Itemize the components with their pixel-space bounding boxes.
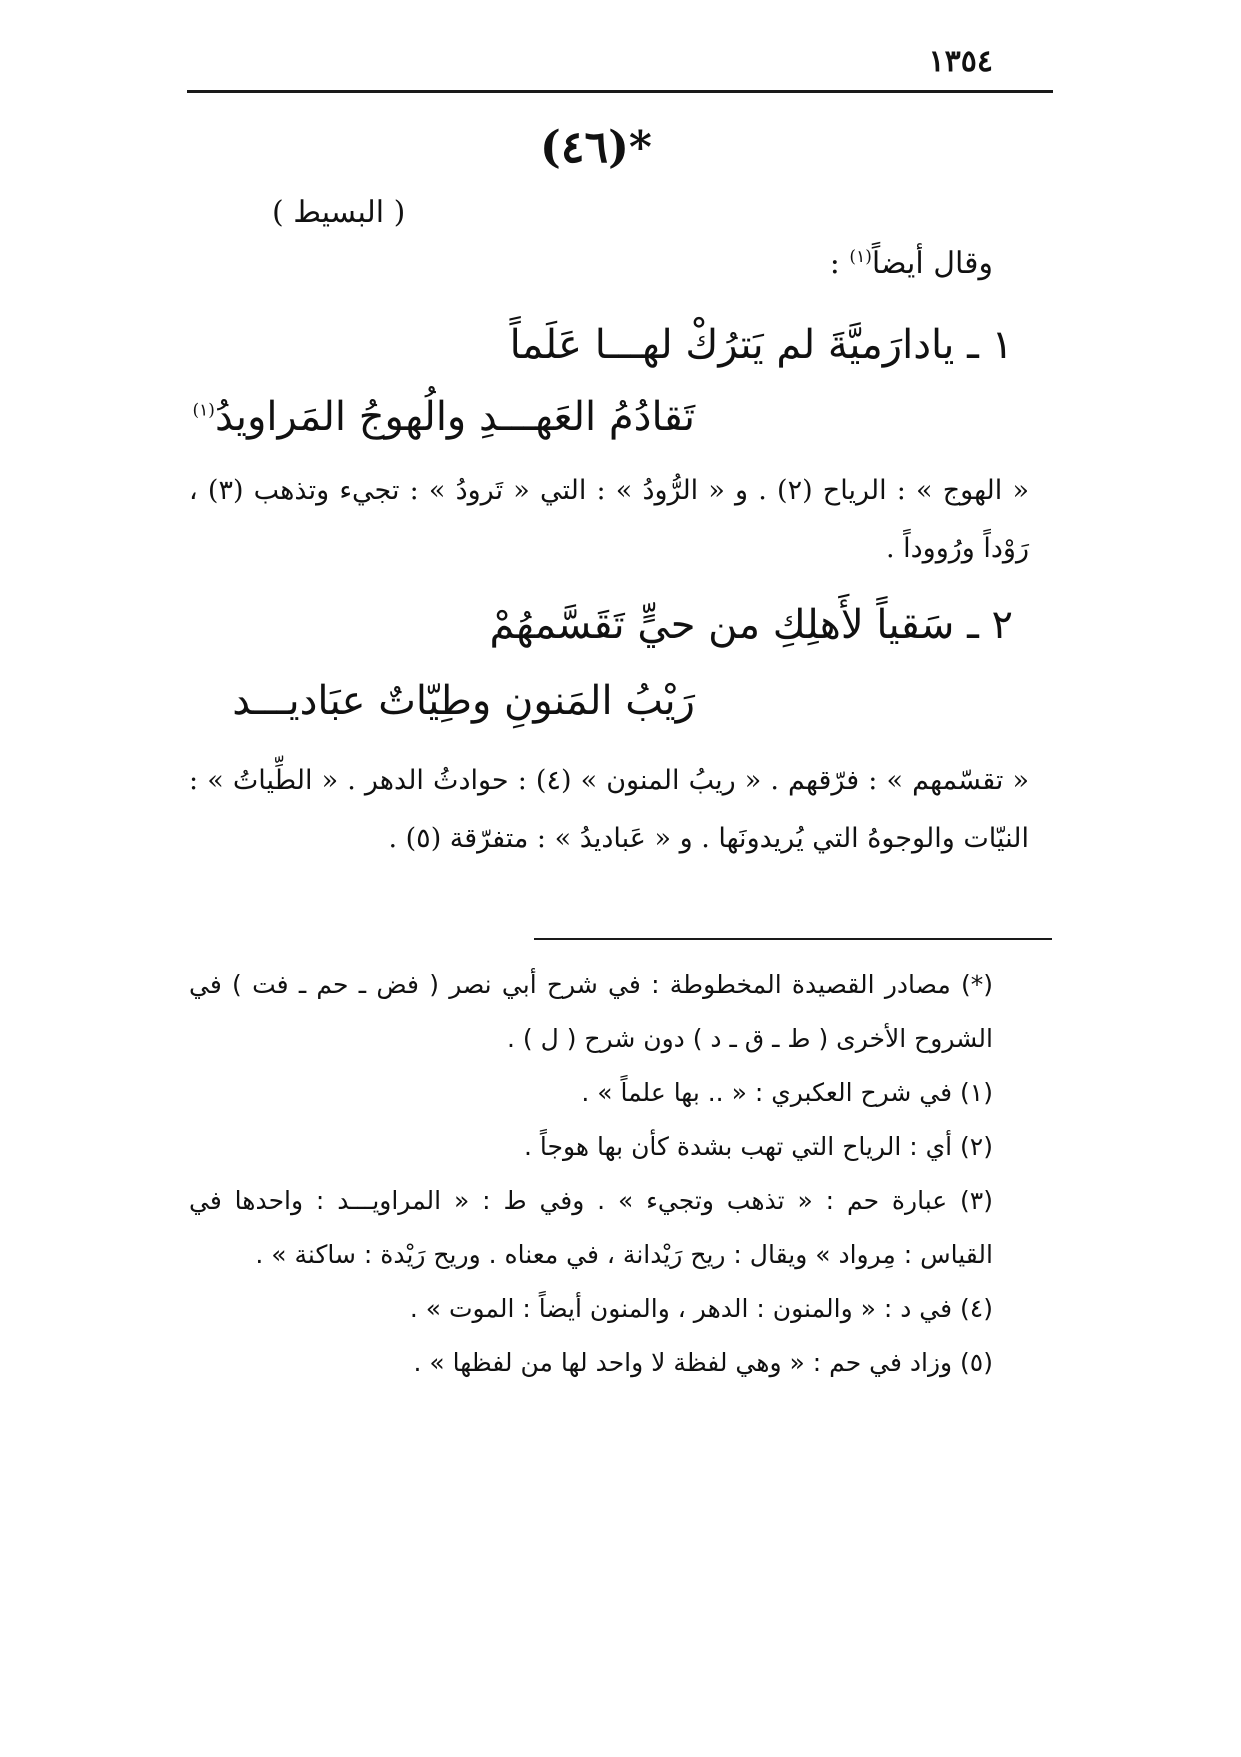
verse-1-first-hemistich: ١ ـ يادارَميَّةَ لم يَترُكْ لهـــا عَلَماً	[509, 322, 1013, 368]
footnote-3: (٣) عبارة حم : « تذهب وتجيء » . وفي ط : « المراويـــد : واحدها في القياس : مِرواد » ويقال : ريح رَيْدانة ، في معناه . وريح رَيْدة : ساكنة » .	[189, 1186, 993, 1269]
verse-1-second-text: تَقادُمُ العَهـــدِ والُهوجُ المَراويدُ	[214, 394, 695, 440]
intro-colon: :	[829, 246, 840, 281]
footnotes	[189, 958, 1029, 1390]
intro-text: وقال أيضاً	[871, 246, 993, 281]
verse-1-footnote-ref: (١)	[192, 400, 215, 421]
gloss-verse-1: « الهوج » : الرياح (٢) . و « الرُّودُ » : التي « تَرودُ » : تجيء وتذهب (٣) ، رَوْداً ورُووداً .	[189, 475, 1029, 564]
verse-1-second-hemistich	[193, 394, 695, 440]
footnote-4: (٤) في د : « والمنون : الدهر ، والمنون أيضاً : الموت » .	[409, 1294, 993, 1323]
footnote-separator	[534, 938, 1052, 940]
intro-footnote-ref: (١)	[849, 247, 872, 267]
footnote-sources: (*) مصادر القصيدة المخطوطة : في شرح أبي نصر ( فض ـ حم ـ فت ) في الشروح الأخرى ( ط ـ ق ـ د ) دون شرح ( ل ) .	[189, 970, 993, 1053]
footnote-1: (١) في شرح العكبري : « .. بها علماً » .	[581, 1078, 993, 1107]
poem-intro	[830, 246, 993, 281]
verse-2-first-hemistich: ٢ ـ سَقياً لأَهلِكِ من حيٍّ تَقَسَّمهُمْ	[489, 602, 1013, 648]
verse-2-second-hemistich: رَيْبُ المَنونِ وطِيّاتٌ عبَاديـــد	[232, 678, 695, 724]
poem-meter: ( البسيط )	[272, 195, 406, 230]
gloss-verse-2: « تقسّمهم » : فرّقهم . « ريبُ المنون » (٤) : حوادثُ الدهر . « الطِّياتُ » : النيّات والوجوهُ التي يُريدونَها . و « عَباديدُ » : متفرّقة (٥) .	[189, 765, 1030, 854]
header-rule	[187, 90, 1053, 93]
poem-number: *(٤٦)	[540, 122, 652, 173]
footnote-5: (٥) وزاد في حم : « وهي لفظة لا واحد لها من لفظها » .	[413, 1348, 993, 1377]
page-number: ١٣٥٤	[928, 44, 993, 79]
footnote-2: (٢) أي : الرياح التي تهب بشدة كأن بها هوجاً .	[524, 1132, 993, 1161]
